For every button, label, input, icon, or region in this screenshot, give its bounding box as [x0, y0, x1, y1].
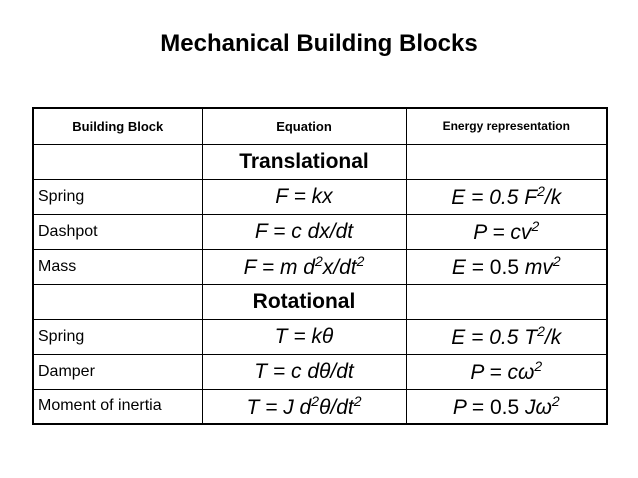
block-name: Moment of inertia — [33, 389, 202, 424]
section-translational: Translational — [202, 144, 406, 179]
equation-cell: F = m $d^2x/dt^2$ — [202, 249, 406, 284]
slide-title: Mechanical Building Blocks — [160, 30, 478, 57]
energy-cell: E = 0.5 $mv^2$ — [406, 249, 607, 284]
table-row — [33, 249, 607, 284]
block-name: Mass — [33, 249, 202, 284]
block-name: Spring — [33, 319, 202, 354]
block-name: Dashpot — [33, 214, 202, 249]
energy-cell: $P = cv^2$ — [406, 214, 607, 249]
energy-cell: E = 0.5 $F^2/k$ — [406, 179, 607, 214]
table-row — [33, 389, 607, 424]
empty-cell — [33, 144, 202, 179]
section-row-translational — [33, 144, 607, 179]
header-building-block: Building Block — [33, 108, 202, 144]
equation-cell: T = kθ — [202, 319, 406, 354]
equation-cell: T = J $d^2\theta/dt^2$ — [202, 389, 406, 424]
header-energy-representation: Energy representation — [406, 108, 607, 144]
table-row — [33, 319, 607, 354]
equation-cell: F = c dx/dt — [202, 214, 406, 249]
section-row-rotational — [33, 284, 607, 319]
table-row — [33, 179, 607, 214]
header-equation: Equation — [202, 108, 406, 144]
block-name: Spring — [33, 179, 202, 214]
energy-cell: P = 0.5 $J\omega^2$ — [406, 389, 607, 424]
building-blocks-table — [32, 107, 608, 425]
block-name: Damper — [33, 354, 202, 389]
empty-cell — [406, 144, 607, 179]
table-row — [33, 214, 607, 249]
energy-cell: E = 0.5 $T^2/k$ — [406, 319, 607, 354]
empty-cell — [406, 284, 607, 319]
table-row — [33, 354, 607, 389]
energy-cell: $P = c\omega^2$ — [406, 354, 607, 389]
equation-cell: T = c dθ/dt — [202, 354, 406, 389]
equation-cell: F = kx — [202, 179, 406, 214]
empty-cell — [33, 284, 202, 319]
section-rotational: Rotational — [202, 284, 406, 319]
header-row — [33, 108, 607, 144]
